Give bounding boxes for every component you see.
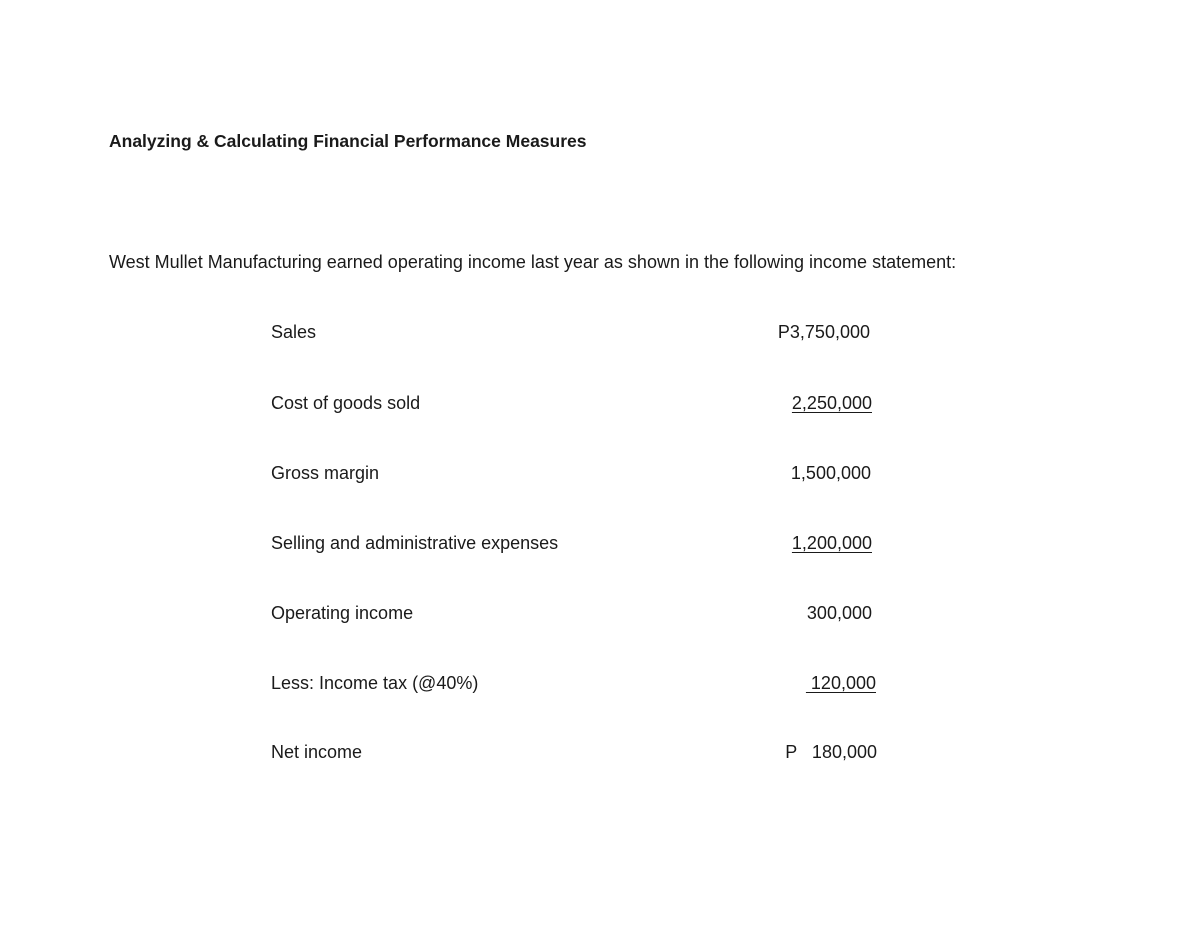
row-amount: 1,500,000 [790, 463, 871, 483]
row-amount: 300,000 [806, 603, 872, 623]
row-label: Cost of goods sold [271, 393, 421, 413]
statement-row-income-tax [0, 673, 1200, 697]
statement-row-selling-admin-expenses [0, 533, 1200, 557]
statement-row-operating-income [0, 603, 1200, 627]
row-amount: 2,250,000 [791, 393, 872, 413]
statement-row-sales [0, 322, 1200, 346]
row-amount: 1,200,000 [791, 533, 872, 553]
statement-row-gross-margin [0, 463, 1200, 487]
row-label: Selling and administrative expenses [271, 533, 559, 553]
row-label: Less: Income tax (@40%) [271, 673, 479, 693]
statement-row-net-income [0, 742, 1200, 766]
statement-row-cost-of-goods-sold [0, 393, 1200, 417]
row-amount: P3,750,000 [777, 322, 870, 342]
row-label: Net income [271, 742, 363, 762]
row-label: Gross margin [271, 463, 380, 483]
intro-paragraph: West Mullet Manufacturing earned operating income last year as shown in the following income statement: [109, 252, 957, 272]
row-label: Sales [271, 322, 317, 342]
document-title: Analyzing & Calculating Financial Performance Measures [109, 131, 587, 151]
row-amount: 120,000 [805, 673, 876, 693]
row-label: Operating income [271, 603, 414, 623]
row-amount: P 180,000 [785, 742, 877, 762]
